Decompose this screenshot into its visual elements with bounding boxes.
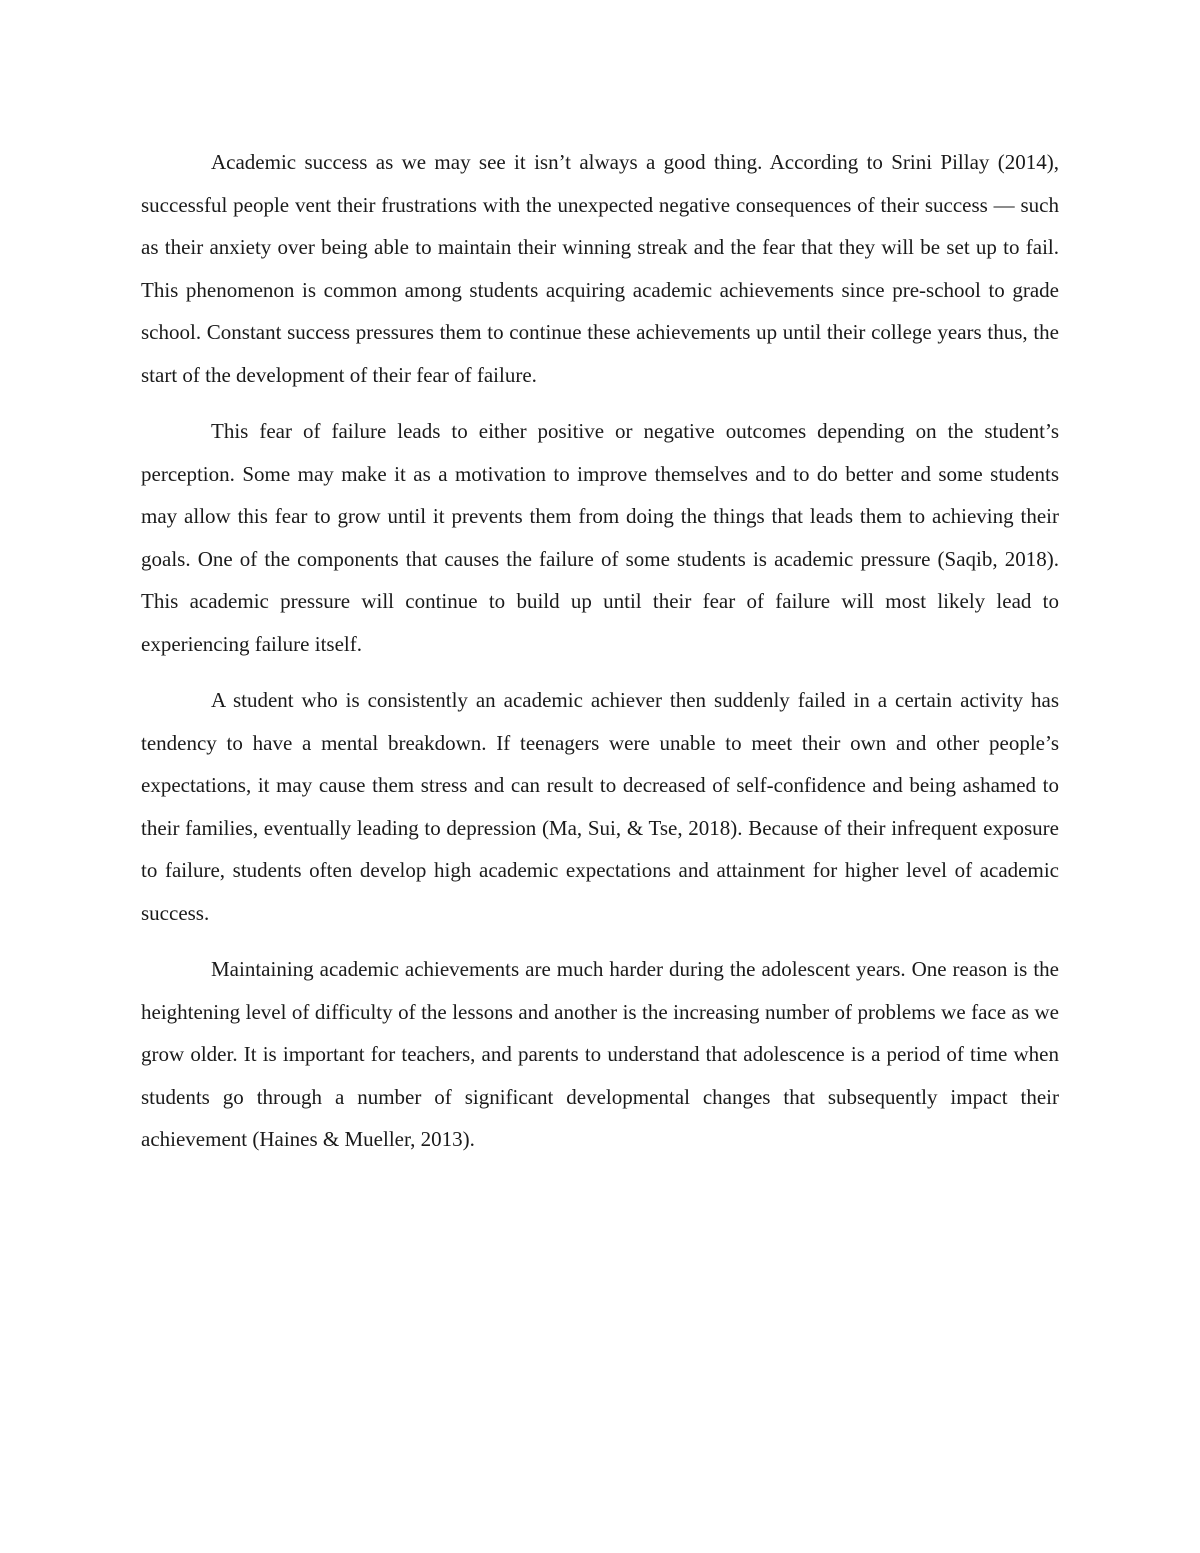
paragraph-4: Maintaining academic achievements are much harder during the adolescent years. One reason is the heightening level of difficulty of the lessons and another is the increasing number of problems we face as we grow older. It is important for teachers, and parents to understand that adolescence is a period of time when students go through a number of significant developmental changes that subsequently impact their achievement (Haines & Mueller, 2013). bbox=[141, 957, 1059, 1151]
document-body bbox=[141, 141, 1059, 1175]
paragraph-3: A student who is consistently an academic achiever then suddenly failed in a certain activity has tendency to have a mental breakdown. If teenagers were unable to meet their own and other people’s expectations, it may cause them stress and can result to decreased of self-confidence and being ashamed to their families, eventually leading to depression (Ma, Sui, & Tse, 2018). Because of their infrequent exposure to failure, students often develop high academic expectations and attainment for higher level of academic success. bbox=[141, 688, 1059, 925]
paragraph-1: Academic success as we may see it isn’t always a good thing. According to Srini Pillay (2014), successful people vent their frustrations with the unexpected negative consequences of their success — such as their anxiety over being able to maintain their winning streak and the fear that they will be set up to fail. This phenomenon is common among students acquiring academic achievements since pre-school to grade school. Constant success pressures them to continue these achievements up until their college years thus, the start of the development of their fear of failure. bbox=[141, 150, 1059, 387]
paragraph-2: This fear of failure leads to either positive or negative outcomes depending on the student’s perception. Some may make it as a motivation to improve themselves and to do better and some students may allow this fear to grow until it prevents them from doing the things that leads them to achieving their goals. One of the components that causes the failure of some students is academic pressure (Saqib, 2018). This academic pressure will continue to build up until their fear of failure will most likely lead to experiencing failure itself. bbox=[141, 419, 1059, 656]
